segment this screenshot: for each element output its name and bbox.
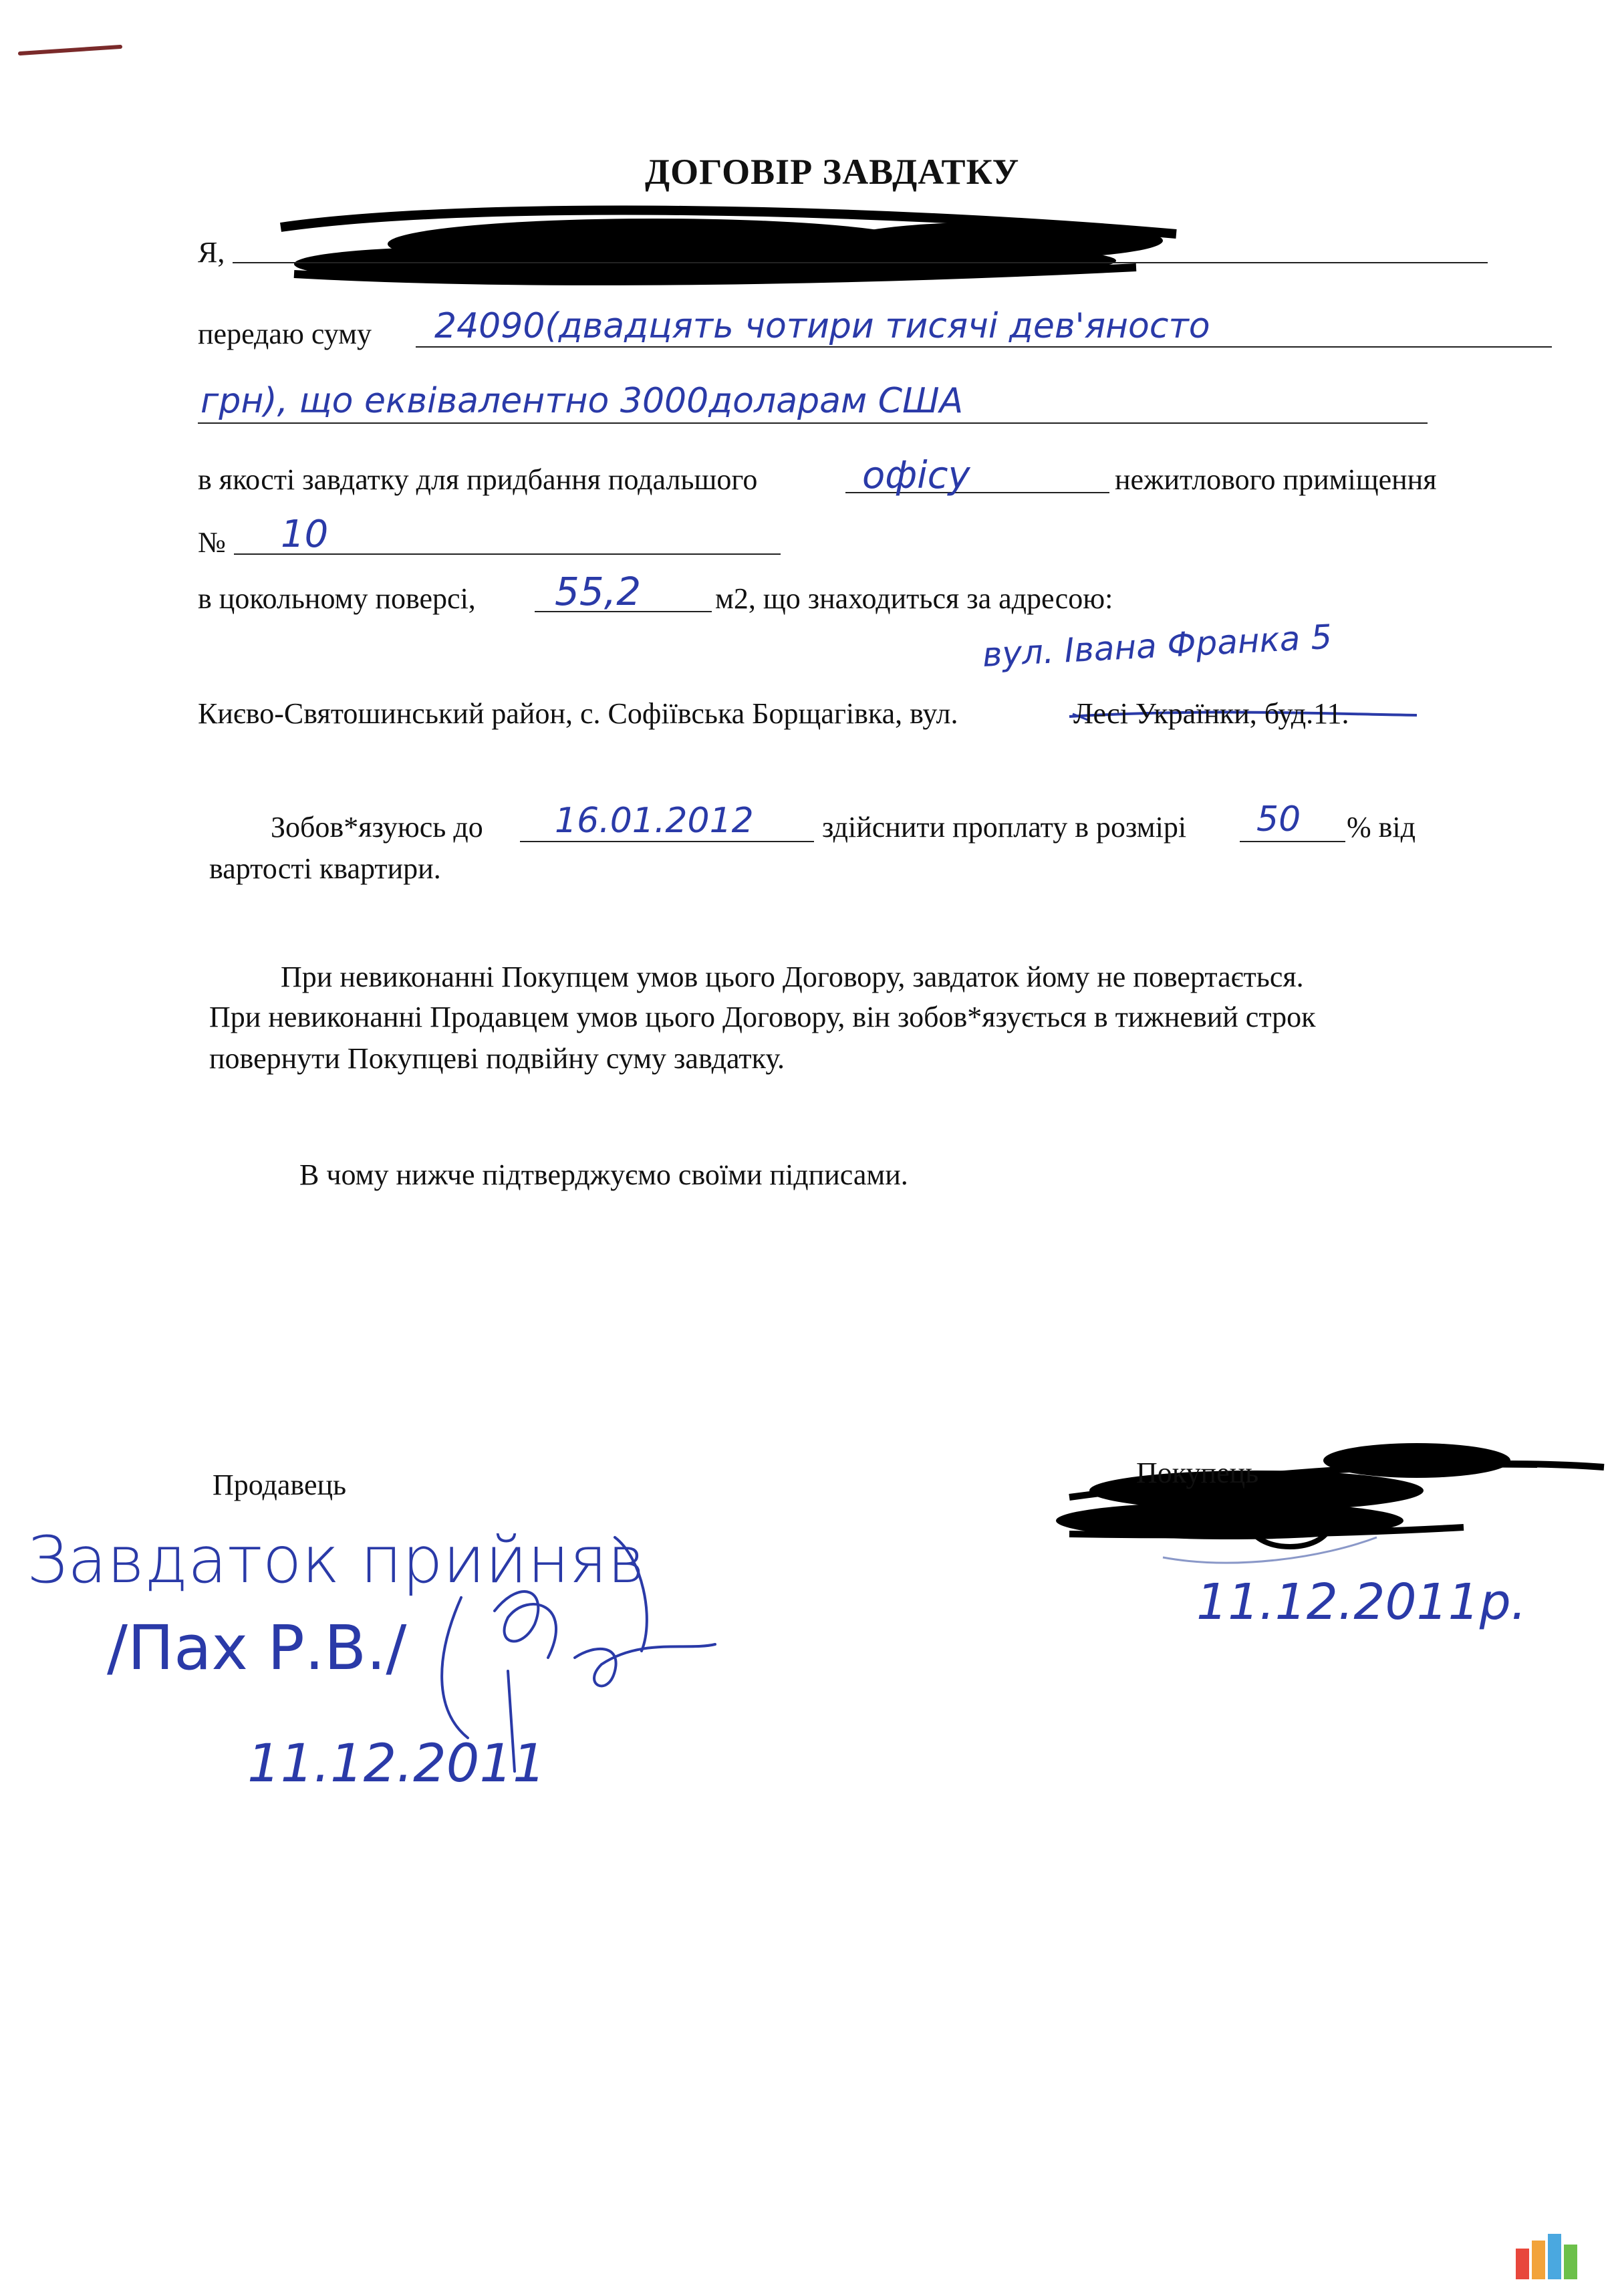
- stray-pen-mark: [20, 47, 120, 53]
- amount-line-2: [198, 422, 1428, 424]
- para1-line2: вартості квартири.: [209, 852, 441, 885]
- date-line: [520, 841, 814, 842]
- amount-handwritten: 24090(двадцять чотири тисячі дев'яносто: [434, 306, 1210, 346]
- para3: В чому нижче підтверджуємо своїми підписами.: [299, 1158, 908, 1191]
- line4-label-after: нежитлового приміщення: [1115, 463, 1437, 496]
- line2-label: передаю суму: [198, 317, 372, 350]
- line6-label-before: в цокольному поверсі,: [198, 582, 476, 615]
- amount-line: [416, 346, 1552, 348]
- payment-date-handwritten: 16.01.2012: [555, 801, 754, 841]
- name-line: [233, 262, 1488, 263]
- para1-label-mid: здійснити проплату в розмірі: [822, 811, 1187, 844]
- buyer-label: Покупець: [1136, 1456, 1259, 1489]
- line1-label: Я,: [198, 236, 225, 269]
- seller-name-handwritten: /Пах Р.В./: [107, 1612, 407, 1684]
- line5-label: №: [198, 526, 226, 559]
- para2-line1: При невиконанні Покупцем умов цього Договору, завдаток йому не повертається.: [281, 961, 1304, 993]
- seller-date-handwritten: 11.12.2011: [247, 1734, 546, 1794]
- seller-label: Продавець: [213, 1469, 347, 1501]
- line6-label-after: м2, що знаходиться за адресою:: [715, 582, 1113, 615]
- buyer-date-handwritten: 11.12.2011р.: [1196, 1573, 1527, 1631]
- line4-label-before: в якості завдатку для придбання подальшого: [198, 463, 758, 496]
- address-correction-handwritten: вул. Івана Франка 5: [981, 617, 1333, 674]
- para1-label-after: % від: [1347, 811, 1416, 844]
- percent-handwritten: 50: [1256, 799, 1301, 840]
- site-logo: [1516, 2234, 1589, 2281]
- para1-label-before: Зобов*язуюсь до: [271, 811, 483, 844]
- para2-line3: повернути Покупцеві подвійну суму завдатку.: [209, 1042, 785, 1075]
- para2-line2: При невиконанні Продавцем умов цього Договору, він зобов*язується в тижневий строк: [209, 1001, 1316, 1033]
- document-title: ДОГОВІР ЗАВДАТКУ: [645, 152, 1020, 192]
- seller-note-handwritten: Завдаток прийняв: [27, 1523, 645, 1598]
- purpose-handwritten: офісу: [862, 454, 970, 497]
- amount-words-handwritten: грн), що еквівалентно 3000доларам США: [200, 381, 964, 421]
- line7-label: Києво-Святошинський район, с. Софіївська Борщагівка, вул.: [198, 697, 958, 730]
- struck-address: Лесі Українки, буд.11.: [1073, 697, 1349, 730]
- area-handwritten: 55,2: [555, 569, 642, 614]
- percent-line: [1240, 841, 1345, 842]
- number-handwritten: 10: [281, 513, 329, 556]
